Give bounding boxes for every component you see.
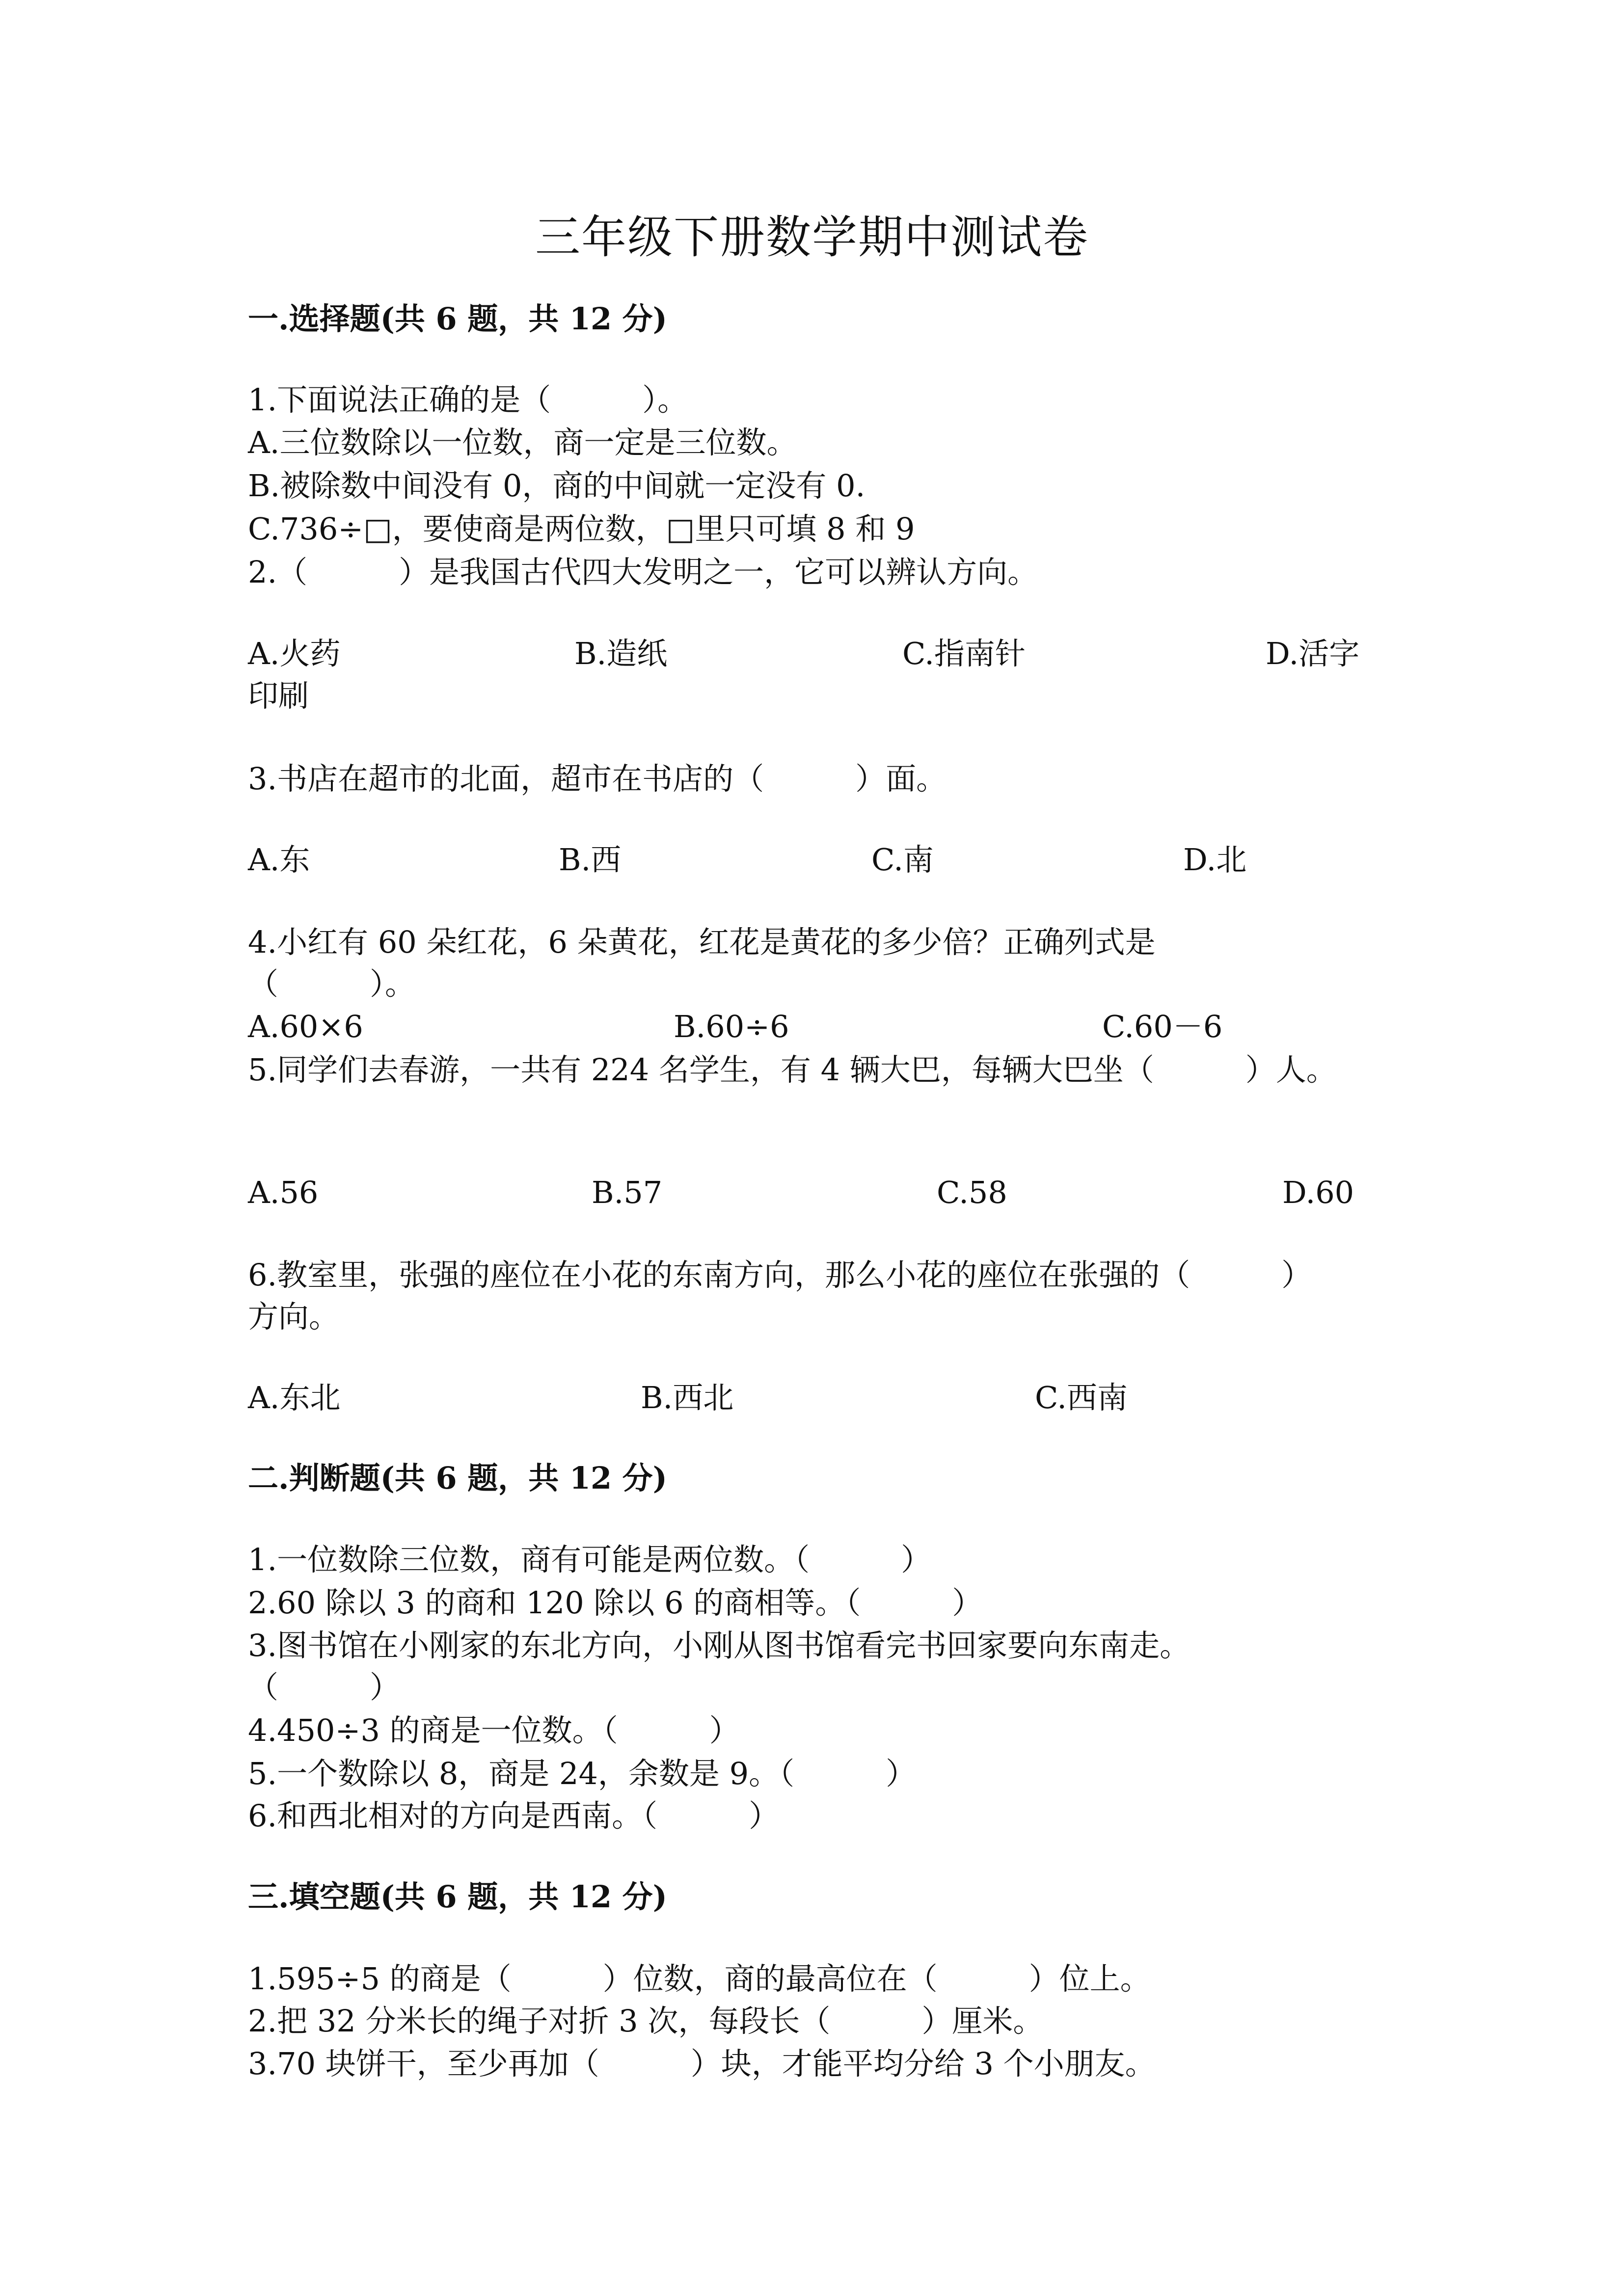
question-6-option-b: B.西北 bbox=[641, 1380, 734, 1415]
question-2-option-a: A.火药 bbox=[248, 636, 341, 671]
question-2-stem: 2.（ ）是我国古代四大发明之一，它可以辨认方向。 bbox=[248, 554, 1038, 590]
question-4-option-c: C.60－6 bbox=[1102, 1009, 1223, 1044]
judgement-item-6: 6.和西北相对的方向是西南。（ ） bbox=[248, 1798, 780, 1834]
question-4-option-b: B.60÷6 bbox=[674, 1009, 789, 1044]
question-2-option-b: B.造纸 bbox=[574, 636, 668, 671]
page-title: 三年级下册数学期中测试卷 bbox=[535, 211, 1089, 264]
fill-blank-item-2: 2.把 32 分米长的绳子对折 3 次，每段长（ ）厘米。 bbox=[248, 2003, 1044, 2039]
section-heading-fill-blank: 三.填空题(共 6 题，共 12 分) bbox=[248, 1879, 668, 1915]
fill-blank-item-1: 1.595÷5 的商是（ ）位数，商的最高位在（ ）位上。 bbox=[248, 1961, 1151, 1997]
question-3-stem: 3.书店在超市的北面，超市在书店的（ ）面。 bbox=[248, 761, 947, 797]
question-3-option-a: A.东 bbox=[248, 842, 310, 878]
question-1-option-a: A.三位数除以一位数，商一定是三位数。 bbox=[248, 425, 797, 460]
question-3-option-b: B.西 bbox=[559, 842, 622, 878]
fill-blank-item-3: 3.70 块饼干，至少再加（ ）块，才能平均分给 3 个小朋友。 bbox=[248, 2046, 1156, 2082]
question-1-stem: 1.下面说法正确的是（ ）。 bbox=[248, 382, 688, 418]
question-5-option-a: A.56 bbox=[248, 1175, 319, 1210]
judgement-item-4: 4.450÷3 的商是一位数。（ ） bbox=[248, 1712, 740, 1748]
question-5-option-b: B.57 bbox=[592, 1175, 663, 1210]
question-5-option-d: D.60 bbox=[1282, 1175, 1354, 1210]
question-4-stem-continued: （ ）。 bbox=[248, 966, 416, 1002]
judgement-item-3: 3.图书馆在小刚家的东北方向，小刚从图书馆看完书回家要向东南走。 bbox=[248, 1628, 1191, 1663]
question-5-stem: 5.同学们去春游，一共有 224 名学生，有 4 辆大巴，每辆大巴坐（ ）人。 bbox=[248, 1052, 1337, 1088]
question-3-option-d: D.北 bbox=[1183, 842, 1247, 878]
question-2-option-d: D.活字 bbox=[1266, 636, 1360, 671]
section-heading-choice: 一.选择题(共 6 题，共 12 分) bbox=[248, 301, 668, 337]
judgement-item-1: 1.一位数除三位数，商有可能是两位数。（ ） bbox=[248, 1542, 932, 1577]
question-4-stem: 4.小红有 60 朵红花，6 朵黄花，红花是黄花的多少倍？正确列式是 bbox=[248, 924, 1156, 960]
judgement-item-3-continued: （ ） bbox=[248, 1669, 401, 1705]
judgement-item-5: 5.一个数除以 8，商是 24，余数是 9。（ ） bbox=[248, 1756, 917, 1791]
section-heading-judgement: 二.判断题(共 6 题，共 12 分) bbox=[248, 1460, 668, 1496]
judgement-item-2: 2.60 除以 3 的商和 120 除以 6 的商相等。（ ） bbox=[248, 1585, 983, 1621]
question-6-stem: 6.教室里，张强的座位在小花的东南方向，那么小花的座位在张强的（ ） bbox=[248, 1257, 1312, 1293]
question-1-option-c: C.736÷□，要使商是两位数，□里只可填 8 和 9 bbox=[248, 511, 915, 547]
question-6-stem-continued: 方向。 bbox=[248, 1299, 340, 1335]
question-6-option-a: A.东北 bbox=[248, 1380, 341, 1415]
question-2-option-c: C.指南针 bbox=[902, 636, 1026, 671]
question-4-option-a: A.60×6 bbox=[248, 1009, 363, 1044]
question-3-option-c: C.南 bbox=[871, 842, 934, 878]
question-5-option-c: C.58 bbox=[937, 1175, 1007, 1210]
question-1-option-b: B.被除数中间没有 0，商的中间就一定没有 0. bbox=[248, 468, 866, 504]
question-2-option-d-continued: 印刷 bbox=[248, 678, 309, 714]
question-6-option-c: C.西南 bbox=[1035, 1380, 1128, 1415]
